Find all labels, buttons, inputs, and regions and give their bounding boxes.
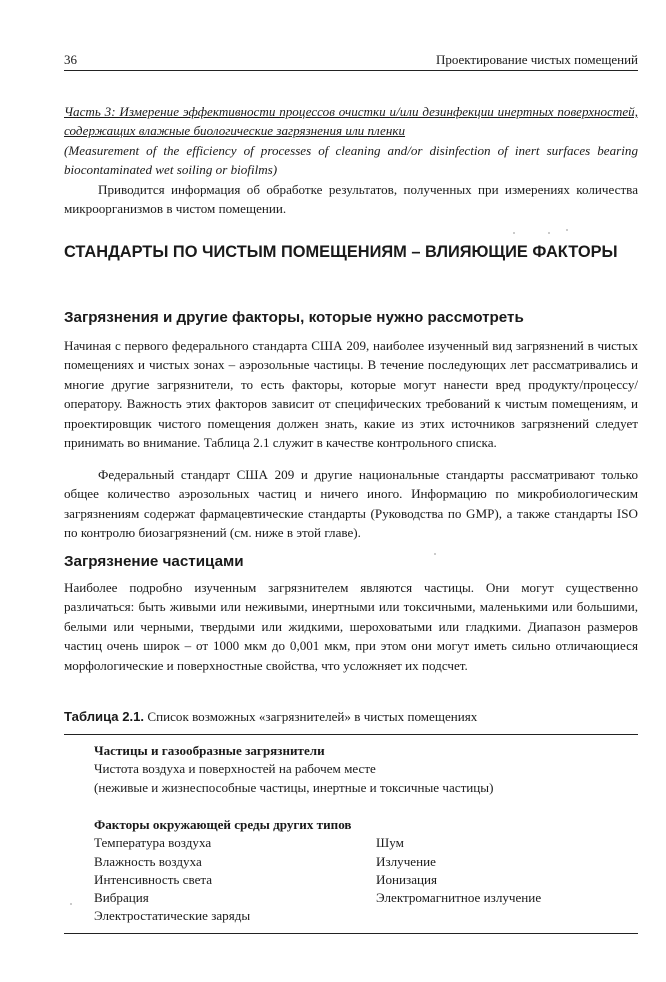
running-title: Проектирование чистых помещений bbox=[435, 52, 638, 67]
subsection-heading-contaminants: Загрязнения и другие факторы, которые нужно рассмотреть bbox=[64, 309, 524, 326]
table-cell: Шум bbox=[376, 835, 404, 851]
paragraph-contaminants-2: Федеральный стандарт США 209 и другие национальные стандарты рассматривают только общее количество аэрозольных частиц и ничего иного. Информацию по микробиологическим загрязнениям содержат фармацевтические стандарты (Руководства по GMP), а также стандарты ISO по контролю биозагрязнений (см. ниже в этой главе). bbox=[64, 467, 638, 541]
scan-speck bbox=[513, 232, 515, 234]
table-cell: Электростатические заряды bbox=[94, 908, 251, 924]
table-group-title: Частицы и газообразные загрязнители bbox=[94, 743, 325, 758]
table-cell: Излучение bbox=[376, 853, 436, 869]
running-header bbox=[64, 50, 638, 71]
scan-speck bbox=[548, 232, 550, 234]
scan-speck bbox=[434, 553, 436, 555]
paragraph-particles: Наиболее подробно изученным загрязнителем являются частицы. Они могут существенно различаться: быть живыми или неживыми, инертными или токсичными, маленькими или большими, белыми или черными, твердыми или жидкими, шероховатыми или гладкими. Диапазон размеров частиц очень широк – от 1000 мкм до 0,001 мкм, при этом они могут иметь сильно отличающиеся морфологические и поверхностные свойства, что усложняет их подсчет. bbox=[64, 580, 638, 673]
table-group-environment bbox=[94, 816, 624, 926]
part3-title-en: (Measurement of the efficiency of processes of cleaning and/or disinfection of inert surfaces bearing biocontaminated wet soiling or biofilms) bbox=[64, 142, 638, 178]
table-cell: Влажность воздуха bbox=[94, 853, 202, 869]
section-heading: СТАНДАРТЫ ПО ЧИСТЫМ ПОМЕЩЕНИЯМ – ВЛИЯЮЩИЕ ФАКТОРЫ bbox=[64, 243, 618, 261]
table-top-rule bbox=[64, 734, 638, 735]
table-caption-label: Таблица 2.1. bbox=[64, 709, 145, 724]
scan-speck bbox=[70, 903, 72, 905]
table-caption-text: Список возможных «загрязнителей» в чистых помещениях bbox=[147, 709, 478, 724]
intro-paragraph: Приводится информация об обработке результатов, полученных при измерениях количества микроорганизмов в чистом помещении. bbox=[64, 182, 638, 217]
table-bottom-rule bbox=[64, 933, 638, 934]
table-line: Чистота воздуха и поверхностей на рабочем месте bbox=[94, 761, 376, 777]
table-group-particles bbox=[94, 742, 624, 797]
table-row bbox=[94, 871, 624, 889]
part3-title-block bbox=[64, 102, 638, 180]
table-line: (неживые и жизнеспособные частицы, инертные и токсичные частицы) bbox=[94, 779, 494, 795]
table-row bbox=[94, 907, 624, 925]
paragraph-contaminants-1: Начиная с первого федерального стандарта США 209, наиболее изученный вид загрязнений в чистых помещениях и чистых зонах – аэрозольные частицы. В течение последующих лет рассматривались и многие другие загрязнители, то есть факторы, которые могут нанести вред продукту/процессу/оператору. Важность этих факторов зависит от специфических требований к чистым помещениям, и проектировщик чистого помещения должен знать, какие из этих источников загрязнений следует принимать во внимание. Таблица 2.1 служит в качестве контрольного списка. bbox=[64, 338, 638, 451]
subsection-heading-particles: Загрязнение частицами bbox=[64, 553, 244, 570]
table-group-title: Факторы окружающей среды других типов bbox=[94, 817, 352, 832]
table-caption bbox=[64, 707, 638, 726]
page-number: 36 bbox=[64, 52, 77, 67]
table-row bbox=[94, 853, 624, 871]
table-cell: Вибрация bbox=[94, 890, 149, 906]
table-row bbox=[94, 889, 624, 907]
part3-title-ru: Часть 3: Измерение эффективности процессов очистки и/или дезинфекции инертных поверхностей, содержащих влажные биологические загрязнения или пленки bbox=[64, 104, 638, 139]
table-row bbox=[94, 834, 624, 852]
table-cell: Температура воздуха bbox=[94, 835, 212, 851]
table-cell: Интенсивность света bbox=[94, 871, 213, 887]
table-cell: Электромагнитное излучение bbox=[376, 890, 542, 906]
table-cell: Ионизация bbox=[376, 871, 438, 887]
scan-speck bbox=[566, 229, 568, 231]
